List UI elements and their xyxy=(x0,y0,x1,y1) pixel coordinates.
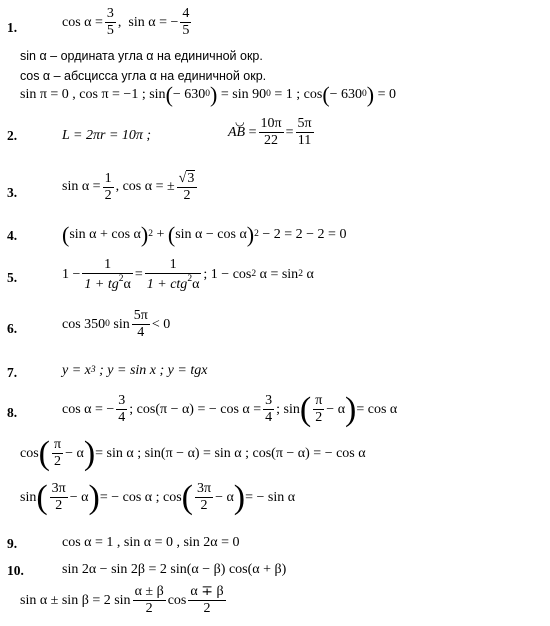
formula-2-length: L = 2πr = 10π ; xyxy=(62,128,152,143)
paren: ( xyxy=(322,82,330,107)
fraction xyxy=(259,116,284,149)
fraction xyxy=(177,170,198,204)
exponent: 2 xyxy=(254,229,259,240)
numerator: π xyxy=(52,437,63,454)
denominator xyxy=(82,274,132,293)
formula-text: ; y = sin x ; y = tgx xyxy=(99,363,208,378)
formula-text: = sin α ; sin(π − α) = sin α ; cos(π − α) = − cos α xyxy=(95,445,366,461)
denominator: 2 xyxy=(54,454,62,470)
formula-4 xyxy=(62,222,347,247)
exponent: 2 xyxy=(148,229,153,240)
numerator: 3 xyxy=(116,393,127,410)
formula-text: α = sin xyxy=(259,267,299,283)
formula-1-line-1 xyxy=(62,6,193,39)
item-number-4: 4. xyxy=(7,228,18,243)
formula-text: α xyxy=(123,277,131,293)
formula-text: − 630 xyxy=(172,86,206,102)
denominator: 4 xyxy=(137,325,145,341)
formula-text: ; sin xyxy=(276,401,300,417)
exponent: 0 xyxy=(205,89,211,100)
formula-text: = − sin α xyxy=(245,489,296,505)
paren: ) xyxy=(233,479,246,516)
formula-text: cos xyxy=(20,445,39,461)
denominator: 4 xyxy=(265,410,273,426)
numerator: 3 xyxy=(263,393,274,410)
item-number-10: 10. xyxy=(7,563,24,578)
paren: ( xyxy=(62,222,70,247)
fraction xyxy=(82,257,132,293)
formula-text: < 0 xyxy=(151,316,171,332)
formula-8-line-3 xyxy=(20,481,295,514)
formula-10-line-2 xyxy=(20,584,228,617)
formula-text: y = x xyxy=(62,363,91,378)
fraction xyxy=(116,393,127,426)
fraction xyxy=(132,308,150,341)
denominator: 5 xyxy=(106,23,114,39)
formula-text: 1 − xyxy=(62,267,81,283)
fraction xyxy=(263,393,274,426)
exponent: 0 xyxy=(266,89,271,100)
formula-text: sin α − cos α xyxy=(175,226,247,242)
formula-text: + xyxy=(156,226,165,242)
formula-text: α xyxy=(306,267,314,283)
exponent: 3 xyxy=(90,365,96,376)
paren: ) xyxy=(246,222,255,247)
formula-text: cos α = − xyxy=(62,401,115,417)
formula-8-line-2 xyxy=(20,437,366,470)
numerator: 3π xyxy=(195,481,213,498)
formula-7 xyxy=(62,364,207,378)
note-ordinate: sin α – ордината угла α на единичной окр. xyxy=(20,49,263,63)
formula-text: cos α = xyxy=(62,14,103,30)
separator: , xyxy=(117,14,122,30)
sqrt-icon: √ xyxy=(178,171,187,186)
paren: ) xyxy=(140,222,149,247)
formula-8-line-1 xyxy=(62,393,397,426)
formula-text: = xyxy=(248,124,257,140)
denominator: 2 xyxy=(183,188,191,204)
arc-icon: ◡ xyxy=(235,115,245,128)
denominator: 2 xyxy=(104,187,112,203)
numerator: α ∓ β xyxy=(188,584,225,601)
denominator: 2 xyxy=(315,410,323,426)
paren: ) xyxy=(83,435,96,472)
formula-text: ; cos(π − α) = − cos α = xyxy=(129,401,262,417)
fraction xyxy=(105,6,116,39)
paren: ) xyxy=(210,82,218,107)
denominator: 2 xyxy=(200,498,208,514)
radicand: 3 xyxy=(187,171,195,186)
formula-text: , cos α = ± xyxy=(115,179,175,195)
fraction xyxy=(313,393,324,426)
item-number-6: 6. xyxy=(7,321,18,336)
formula-text: 1 + ctg xyxy=(146,277,188,293)
arc-label xyxy=(228,115,246,140)
formula-text: − α xyxy=(65,445,84,461)
formula-text: sin α = xyxy=(62,179,101,195)
formula-text: = sin 90 xyxy=(220,86,267,102)
formula-text: sin xyxy=(113,316,130,332)
numerator: 3 xyxy=(105,6,116,23)
item-number-1: 1. xyxy=(7,20,18,35)
paren: ) xyxy=(366,82,375,107)
exponent: 2 xyxy=(298,269,303,280)
denominator: 5 xyxy=(182,23,190,39)
note-abscissa: cos α – абсцисса угла α на единичной окр. xyxy=(20,69,267,83)
formula-text: = 0 xyxy=(377,86,397,102)
exponent: 0 xyxy=(105,318,110,329)
numerator: 1 xyxy=(82,257,132,274)
fraction xyxy=(195,481,213,514)
denominator: 22 xyxy=(264,133,279,149)
formula-text: ; 1 − cos xyxy=(203,267,252,283)
numerator: 10π xyxy=(259,116,284,133)
formula-text: − α xyxy=(215,489,234,505)
numerator: 5π xyxy=(296,116,314,133)
formula-text: − α xyxy=(326,401,346,417)
formula-text: sin α + cos α xyxy=(69,226,141,242)
exponent: 0 xyxy=(362,89,367,100)
exponent: 2 xyxy=(251,269,257,280)
exponent: 2 xyxy=(187,274,193,285)
item-number-9: 9. xyxy=(7,536,18,551)
paren: ( xyxy=(299,391,312,428)
formula-text: 1 + tg xyxy=(84,277,119,293)
paren: ) xyxy=(88,479,100,516)
exponent: 2 xyxy=(118,274,124,285)
formula-text: sin α ± sin β = 2 sin xyxy=(20,592,131,608)
fraction xyxy=(180,6,191,39)
numerator: 3π xyxy=(50,481,68,498)
paren: ) xyxy=(345,391,357,428)
fraction xyxy=(133,584,166,617)
formula-text: = cos α xyxy=(356,401,398,417)
denominator: 2 xyxy=(203,601,211,617)
paren: ( xyxy=(181,479,193,516)
item-number-3: 3. xyxy=(7,185,18,200)
item-number-7: 7. xyxy=(7,365,18,380)
denominator: 4 xyxy=(118,410,126,426)
formula-text: sin α = − xyxy=(128,14,179,30)
denominator: 2 xyxy=(55,498,63,514)
formula-text: = 1 ; cos xyxy=(274,86,323,102)
formula-text: = xyxy=(285,124,294,140)
numerator: 5π xyxy=(132,308,150,325)
arc-text: AB xyxy=(228,124,246,140)
formula-text: sin xyxy=(149,86,166,102)
item-number-8: 8. xyxy=(7,405,18,420)
formula-text: = − cos α ; cos xyxy=(99,489,182,505)
numerator: 1 xyxy=(145,257,202,274)
denominator xyxy=(145,274,202,293)
paren: ( xyxy=(36,479,48,516)
formula-text: − α xyxy=(69,489,89,505)
denominator: 11 xyxy=(297,133,312,149)
numerator: 4 xyxy=(180,6,191,23)
numerator xyxy=(177,170,198,188)
paren: ( xyxy=(38,435,50,472)
item-number-5: 5. xyxy=(7,270,18,285)
formula-text: = xyxy=(134,267,143,283)
paren: ( xyxy=(167,222,176,247)
fraction xyxy=(188,584,225,617)
formula-9: cos α = 1 , sin α = 0 , sin 2α = 0 xyxy=(62,535,240,550)
formula-text: − 630 xyxy=(329,86,363,102)
formula-6 xyxy=(62,308,170,341)
formula-1-line-3 xyxy=(20,82,397,107)
paren: ( xyxy=(165,82,173,107)
formula-2-arc xyxy=(228,116,316,149)
fraction xyxy=(52,437,63,470)
formula-text: − 2 = 2 − 2 = 0 xyxy=(262,226,347,242)
fraction xyxy=(296,116,314,149)
formula-text: cos xyxy=(167,592,187,608)
formula-text: cos 350 xyxy=(62,316,106,332)
numerator: 1 xyxy=(103,171,114,188)
formula-text: α xyxy=(192,277,200,293)
formula-5 xyxy=(62,257,314,293)
formula-text: sin π = 0 , cos π = −1 ; xyxy=(20,86,146,102)
numerator: π xyxy=(313,393,324,410)
fraction xyxy=(50,481,68,514)
denominator: 2 xyxy=(145,601,153,617)
item-number-2: 2. xyxy=(7,128,18,143)
fraction xyxy=(103,171,114,204)
formula-text: sin xyxy=(20,489,37,505)
numerator: α ± β xyxy=(133,584,166,601)
formula-10-line-1: sin 2α − sin 2β = 2 sin(α − β) cos(α + β) xyxy=(62,562,287,577)
fraction xyxy=(145,257,202,293)
formula-3 xyxy=(62,170,199,204)
